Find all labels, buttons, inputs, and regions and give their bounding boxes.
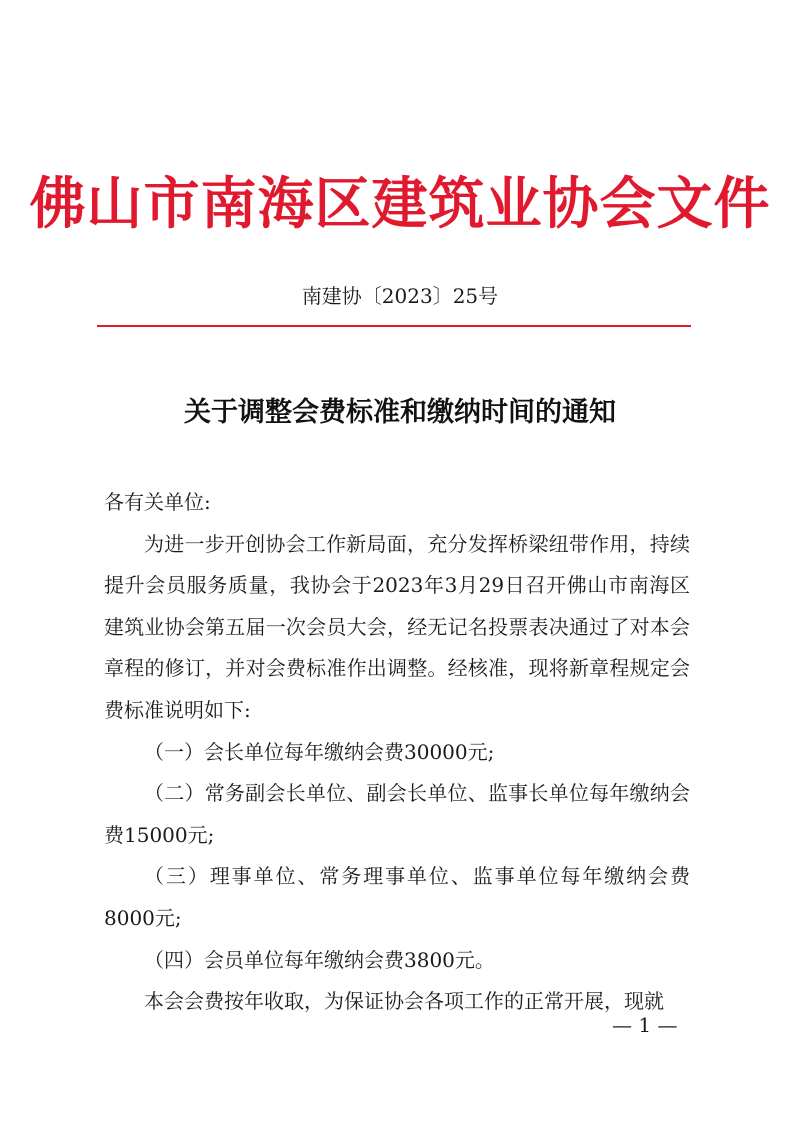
fee-item-3: （三）理事单位、常务理事单位、监事单位每年缴纳会费8000元; (104, 864, 690, 930)
fee-item-2: （二）常务副会长单位、副会长单位、监事长单位每年缴纳会费15000元; (104, 781, 690, 847)
document-body (104, 482, 690, 1023)
fee-item-4: （四）会员单位每年缴纳会费3800元。 (144, 947, 495, 972)
masthead-title: 佛山市南海区建筑业协会文件 (29, 172, 771, 237)
document-number: 南建协〔2023〕25号 (301, 284, 499, 308)
page-number: — 1 — (612, 1013, 678, 1037)
document-title: 关于调整会费标准和缴纳时间的通知 (184, 397, 616, 428)
salutation: 各有关单位: (104, 490, 211, 514)
red-divider-line (97, 325, 691, 327)
fee-item-1: （一）会长单位每年缴纳会费30000元; (144, 739, 495, 764)
body-paragraph-intro: 为进一步开创协会工作新局面，充分发挥桥梁纽带作用，持续提升会员服务质量，我协会于2023年3月29日召开佛山市南海区建筑业协会第五届一次会员大会，经无记名投票表决通过了对本会章程的修订，并对会费标准作出调整。经核准，现将新章程规定会费标准说明如下: (104, 531, 690, 722)
body-paragraph-collection: 本会会费按年收取，为保证协会各项工作的正常开展，现就 (144, 989, 664, 1014)
